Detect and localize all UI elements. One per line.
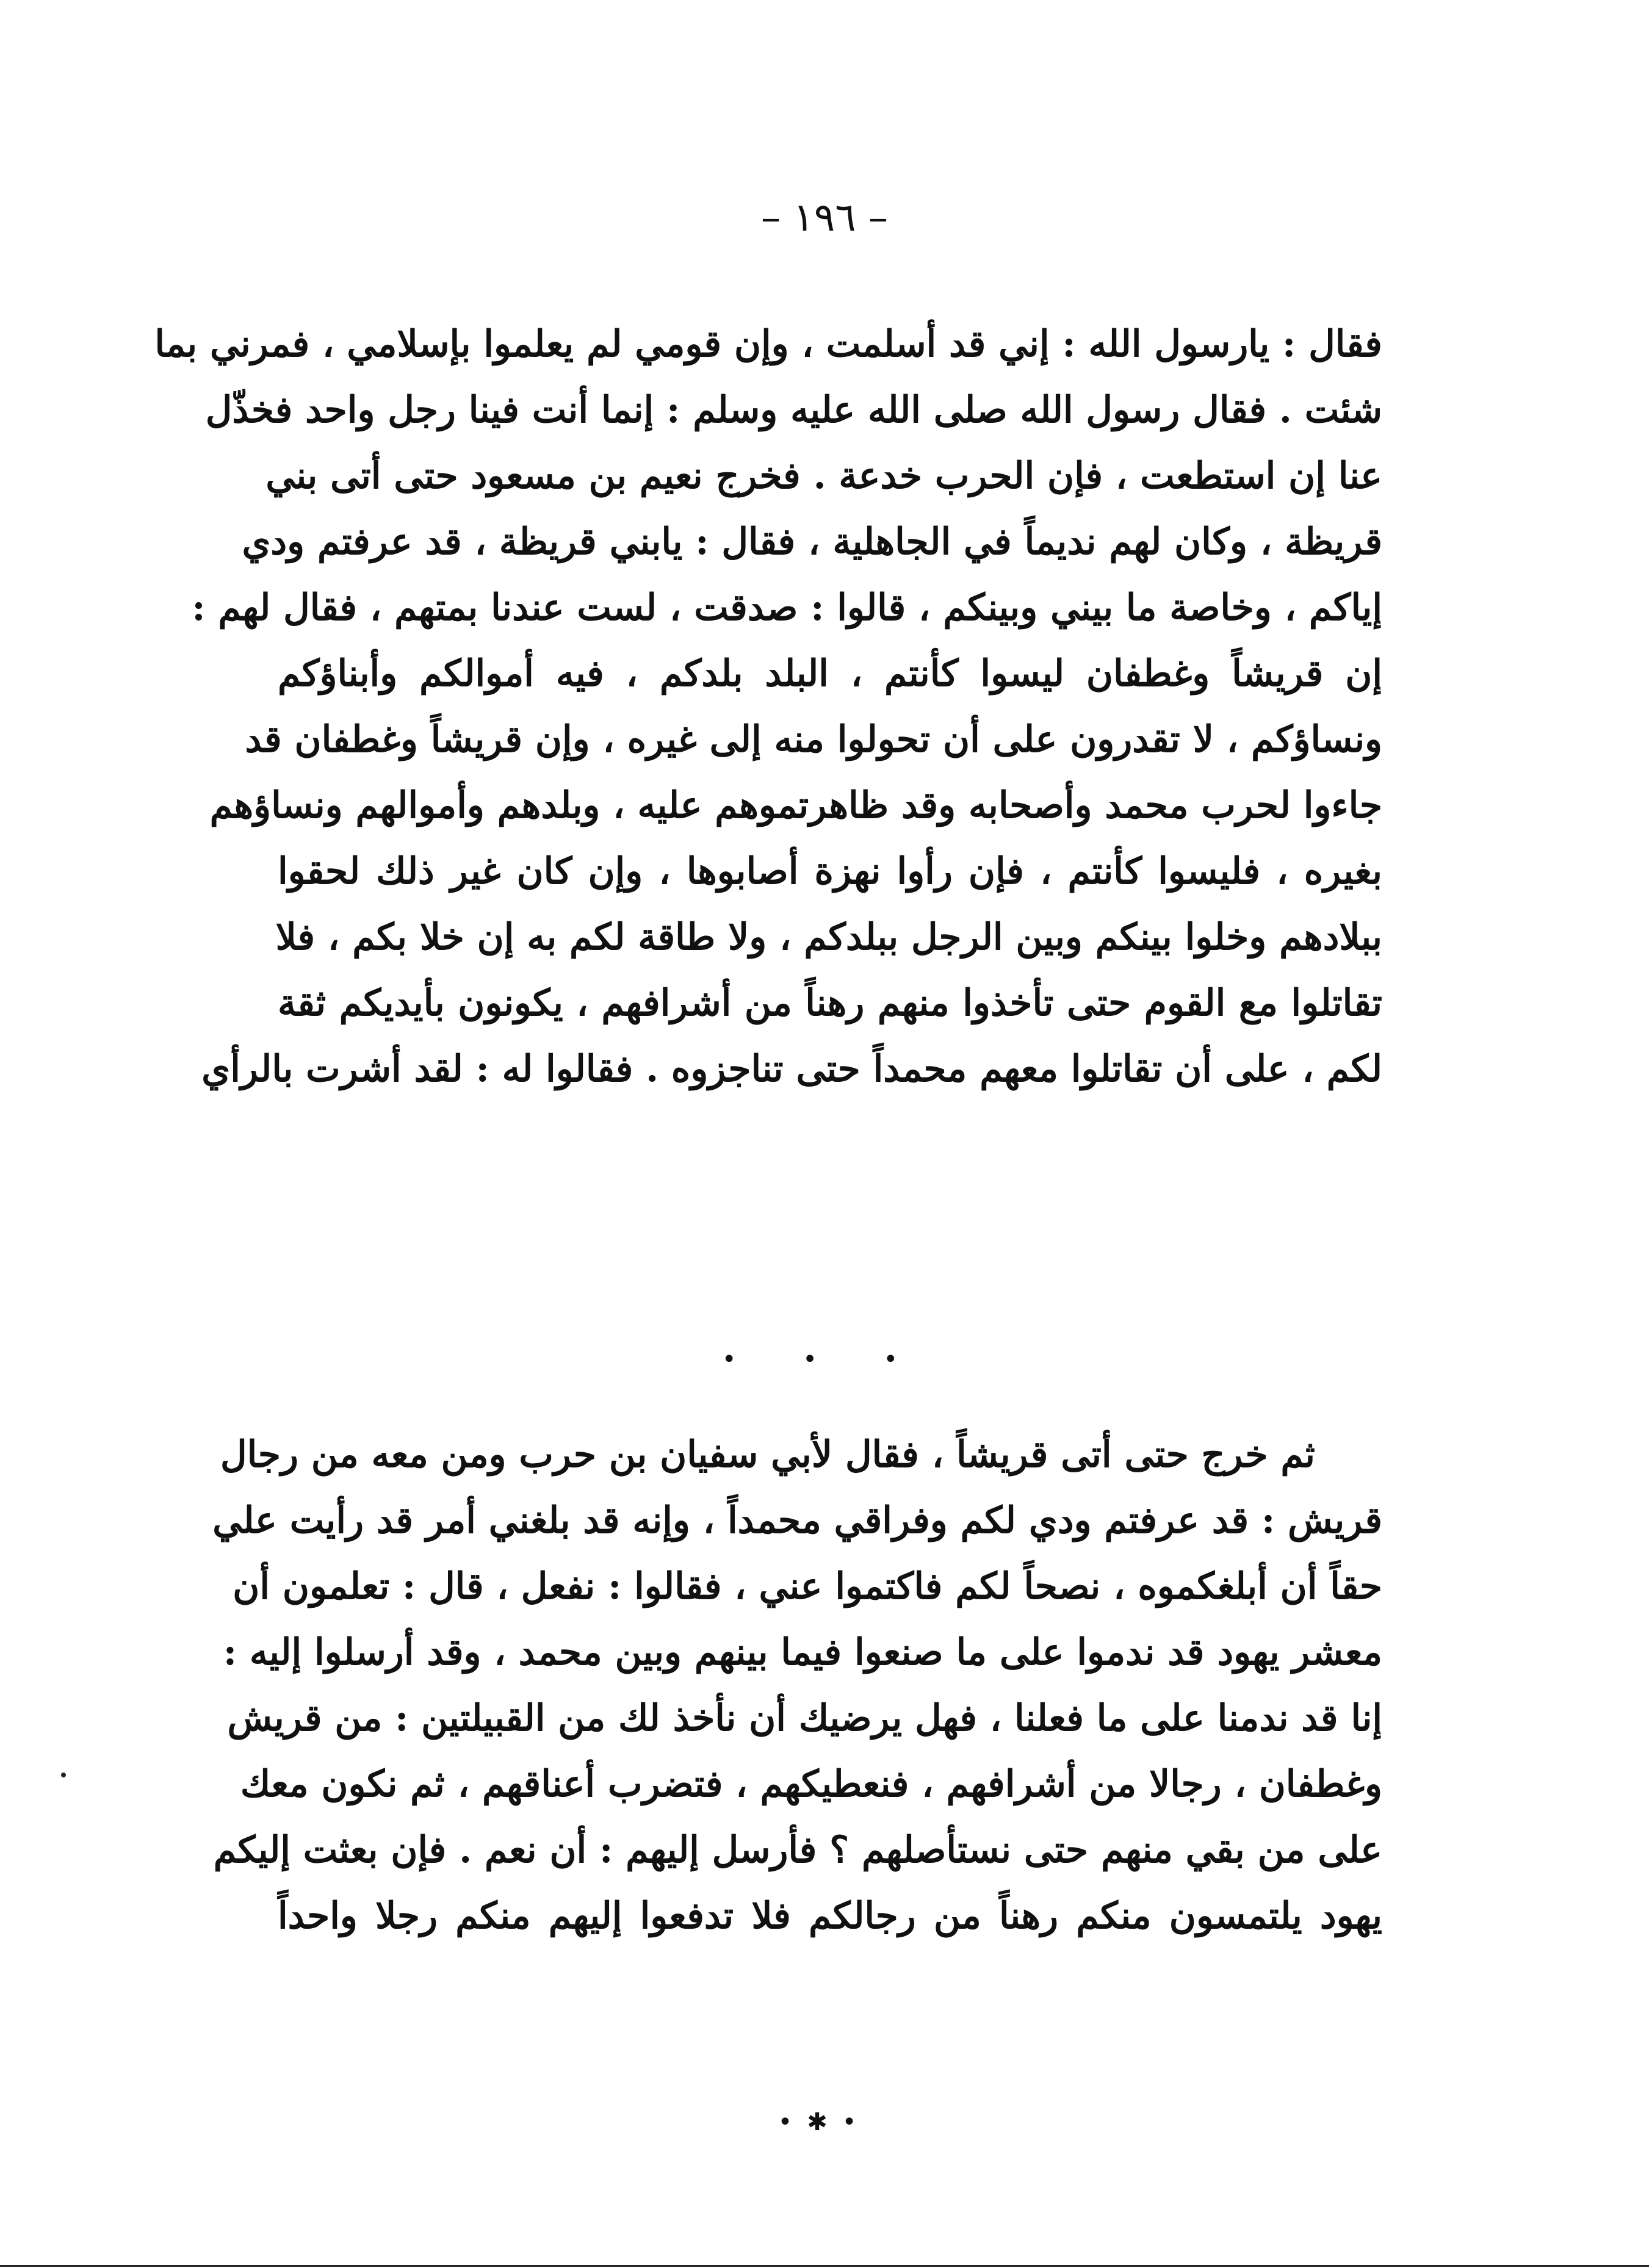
text-line: ببلادهم وخلوا بينكم وبين الرجل ببلدكم ، ولا طاقة لكم به إن خلا بكم ، فلا xyxy=(275,916,1382,959)
text-line: عنا إن استطعت ، فإن الحرب خدعة . فخرج نعيم بن مسعود حتى أتى بني xyxy=(265,455,1382,497)
text-line: قريظة ، وكان لهم نديماً في الجاهلية ، فقال : يابني قريظة ، قد عرفتم ودي xyxy=(242,520,1382,563)
text-line: فقال : يارسول الله : إني قد أسلمت ، وإن قومي لم يعلموا بإسلامي ، فمرني بما xyxy=(154,323,1382,365)
text-line: بغيره ، فليسوا كأنتم ، فإن رأوا نهزة أصابوها ، وإن كان غير ذلك لحقوا xyxy=(278,850,1382,893)
bottom-edge-line xyxy=(0,2265,1649,2267)
text-line: جاءوا لحرب محمد وأصحابه وقد ظاهرتموهم عليه ، وبلدهم وأموالهم ونساؤهم xyxy=(209,784,1382,827)
text-line: قريش : قد عرفتم ودي لكم وفراقي محمداً ، وإنه قد بلغني أمر قد رأيت علي xyxy=(212,1499,1382,1542)
text-line: لكم ، على أن تقاتلوا معهم محمداً حتى تناجزوه . فقالوا له : لقد أشرت بالرأي xyxy=(201,1048,1382,1090)
text-line: على من بقي منهم حتى نستأصلهم ؟ فأرسل إليهم : أن نعم . فإن بعثت إليكم xyxy=(213,1829,1382,1871)
text-line: يهود يلتمسون منكم رهناً من رجالكم فلا تدفعوا إليهم منكم رجلا واحداً xyxy=(278,1895,1382,1937)
section-separator: • • • xyxy=(721,1345,928,1373)
scan-speck xyxy=(61,1773,66,1777)
text-line: شئت . فقال رسول الله صلى الله عليه وسلم : إنما أنت فينا رجل واحد فخذّل xyxy=(205,389,1382,431)
text-line: معشر يهود قد ندموا على ما صنعوا فيما بينهم وبين محمد ، وقد أرسلوا إليه : xyxy=(223,1631,1382,1674)
text-line: وغطفان ، رجالا من أشرافهم ، فنعطيكهم ، فتضرب أعناقهم ، ثم نكون معك xyxy=(240,1763,1382,1805)
text-line: حقاً أن أبلغكموه ، نصحاً لكم فاكتموا عني ، فقالوا : نفعل ، قال : تعلمون أن xyxy=(233,1565,1382,1608)
paragraph-2 xyxy=(212,1422,1382,1949)
text-line: ونساؤكم ، لا تقدرون على أن تحولوا منه إلى غيره ، وإن قريشاً وغطفان قد xyxy=(245,718,1382,761)
page-number: – ١٩٦ – xyxy=(761,195,888,240)
text-line: ثم خرج حتى أتى قريشاً ، فقال لأبي سفيان بن حرب ومن معه من رجال xyxy=(220,1433,1315,1476)
text-line: تقاتلوا مع القوم حتى تأخذوا منهم رهناً من أشرافهم ، يكونون بأيديكم ثقة xyxy=(278,982,1382,1024)
paragraph-1 xyxy=(154,311,1382,1102)
text-line: إياكم ، وخاصة ما بيني وبينكم ، قالوا : صدقت ، لست عندنا بمتهم ، فقال لهم : xyxy=(192,586,1382,629)
text-line: إن قريشاً وغطفان ليسوا كأنتم ، البلد بلدكم ، فيه أموالكم وأبناؤكم xyxy=(278,652,1382,695)
text-line: إنا قد ندمنا على ما فعلنا ، فهل يرضيك أن نأخذ لك من القبيلتين : من قريش xyxy=(227,1697,1382,1740)
end-separator: •✱• xyxy=(778,2108,871,2136)
